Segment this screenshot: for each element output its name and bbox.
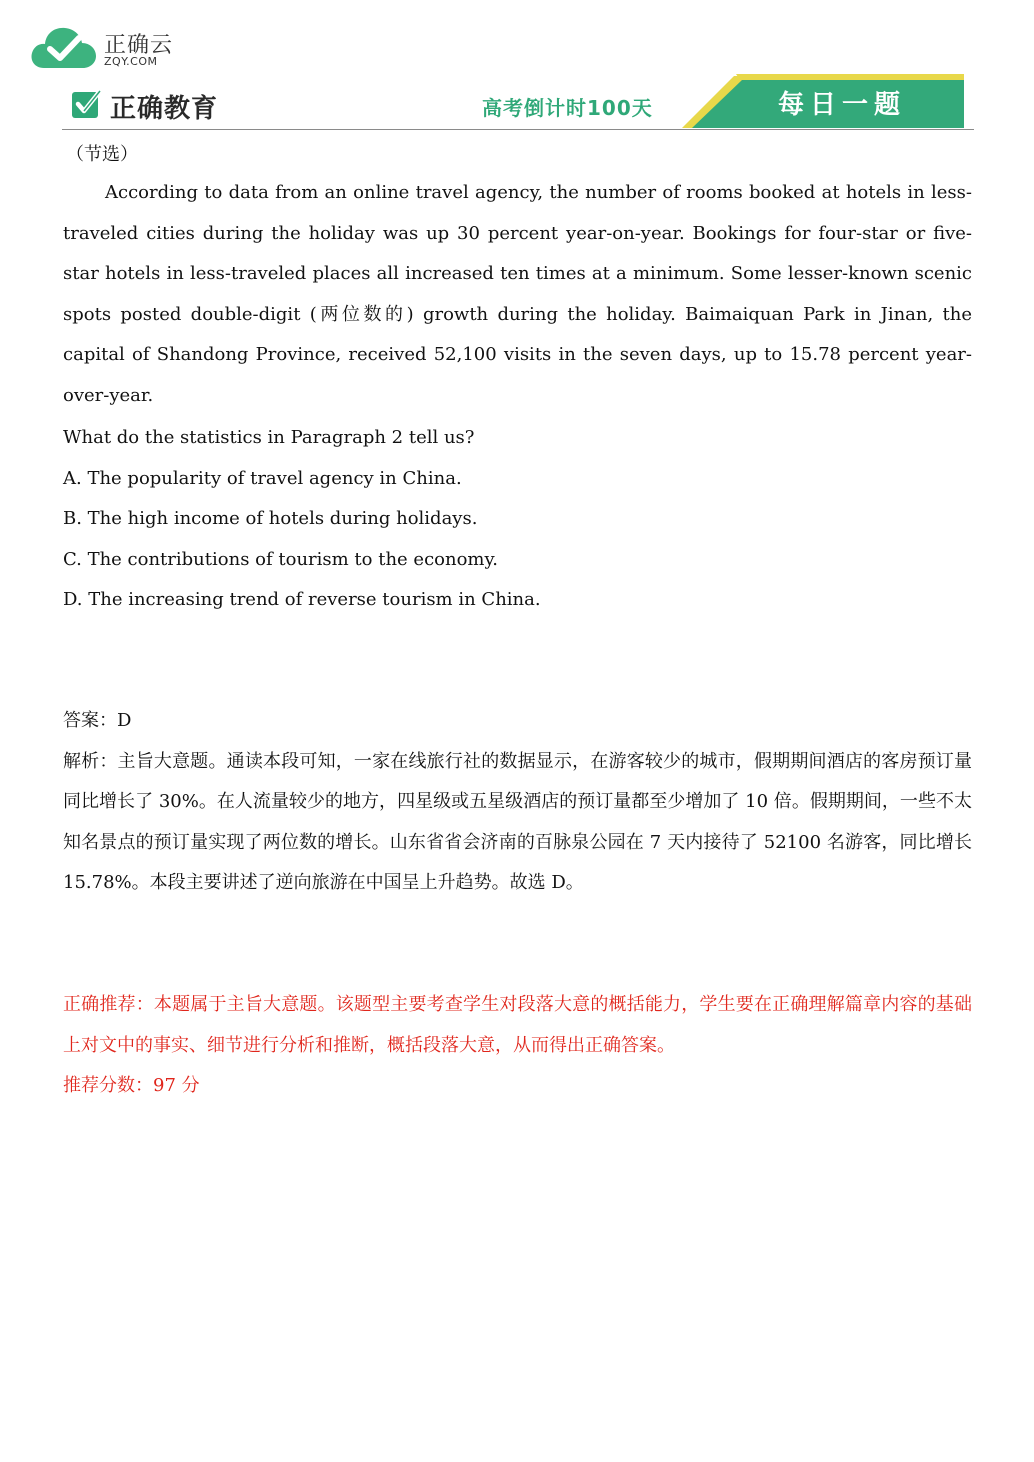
zqy-logo [30, 24, 180, 74]
question-stem: What do the statistics in Paragraph 2 tell us? [63, 427, 475, 448]
brand-url: ZQY.COM [104, 55, 158, 68]
edu-name: 正确教育 [110, 94, 219, 124]
countdown-label: 高考倒计时100天 [482, 96, 653, 120]
option-c: C. The contributions of tourism to the economy. [63, 548, 498, 570]
cloud-check-icon [30, 24, 98, 70]
recommendation-block [63, 985, 972, 1107]
recommendation-text: 正确推荐：本题属于主旨大意题。该题型主要考查学生对段落大意的概括能力，学生要在正确理解篇章内容的基础上对文中的事实、细节进行分析和推断，概括段落大意，从而得出正确答案。 [63, 994, 972, 1056]
option-b: B. The high income of hotels during holidays. [63, 508, 478, 529]
header-divider [62, 129, 974, 130]
answer-line: 答案：D [63, 710, 132, 731]
question-block [63, 418, 972, 621]
recommended-score: 推荐分数：97 分 [63, 1075, 200, 1096]
option-a: A. The popularity of travel agency in China. [63, 467, 462, 489]
analysis-text: 解析：主旨大意题。通读本段可知，一家在线旅行社的数据显示，在游客较少的城市，假期期间酒店的客房预订量同比增长了 30%。在人流量较少的地方，四星级或五星级酒店的预订量都至少增加了 10 倍。假期期间，一些不太知名景点的预订量实现了两位数的增长。山东省省会济南的百脉泉公园在 7 天内接待了 52100 名游客，同比增长 15.78%。本段主要讲述了逆向旅游在中国呈上升趋势。故选 D。 [63, 750, 972, 893]
brand-name: 正确云 [104, 33, 174, 58]
reading-passage: According to data from an online travel agency, the number of rooms booked at hotels in less-traveled cities during the holiday was up 30 percent year-on-year. Bookings for four-star or five-star hotels in less-traveled places all increased ten times at a minimum. Some lesser-known scenic spots posted double-digit (两位数的) growth during the holiday. Baimaiquan Park in Jinan, the capital of Shandong Province, received 52,100 visits in the seven days, up to 15.78 percent year-over-year. [63, 182, 972, 406]
checkbox-icon [70, 88, 102, 120]
banner-title: 每日一题 [778, 90, 907, 120]
answer-block [63, 701, 972, 904]
option-d: D. The increasing trend of reverse tourism in China. [63, 589, 541, 610]
excerpt-note: （节选） [66, 144, 138, 165]
